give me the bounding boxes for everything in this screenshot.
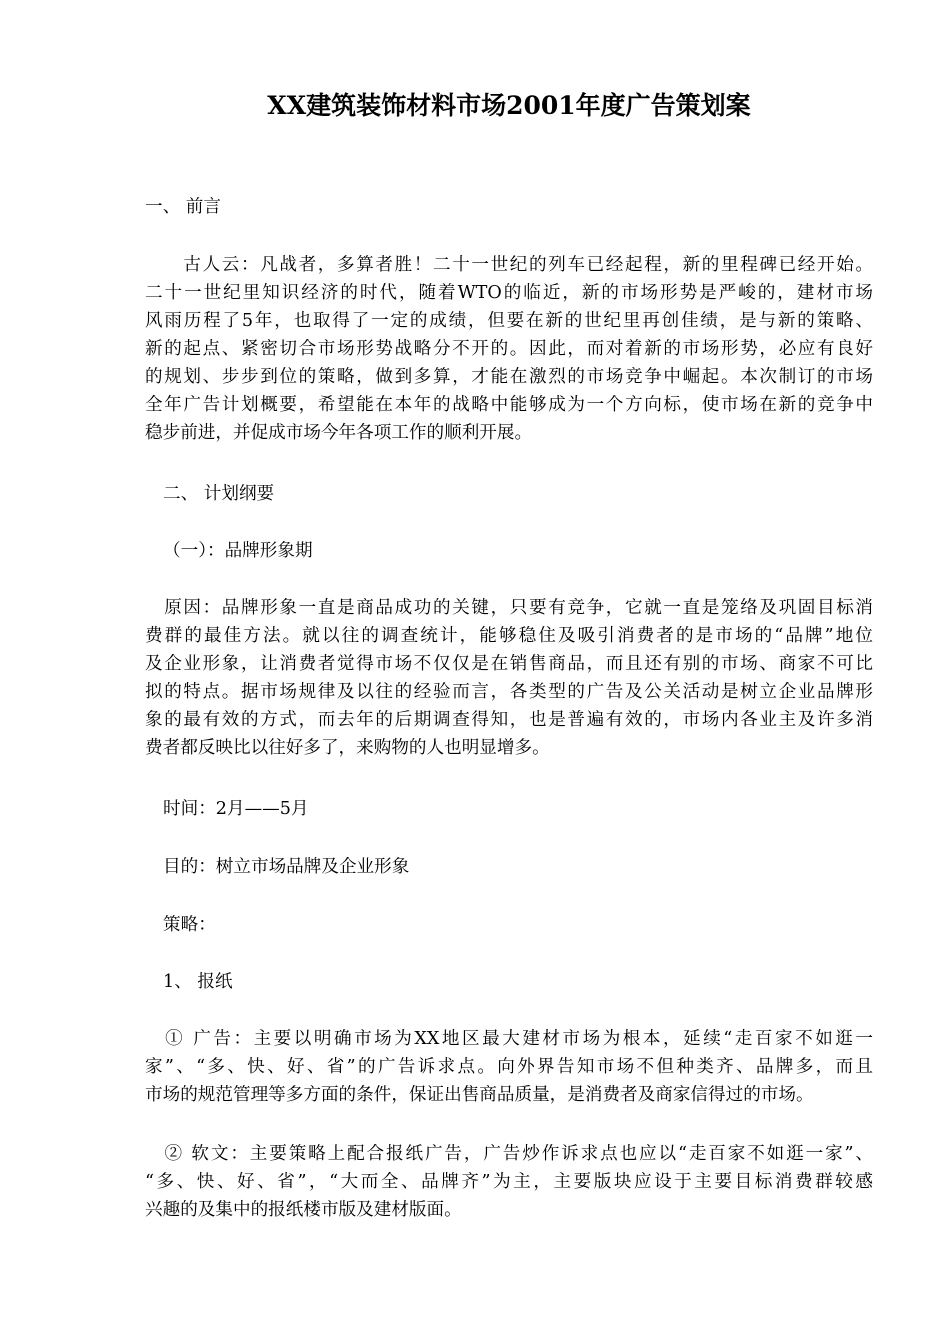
- advertising-paragraph: [145, 1025, 873, 1109]
- item-heading-newspaper: 1、 报纸: [163, 972, 233, 992]
- paragraph-line: 费者都反映比以往好多了，来购物的人也明显增多。: [145, 738, 550, 758]
- preface-paragraph: [145, 251, 873, 447]
- paragraph-line: 及企业形象，让消费者觉得市场不仅仅是在销售商品，而且还有别的市场、商家不可比: [145, 654, 873, 674]
- paragraph-line: 风雨历程了5年，也取得了一定的成绩，但要在新的世纪里再创佳绩，是与新的策略、: [145, 311, 873, 331]
- paragraph-line: 新的起点、紧密切合市场形势战略分不开的。因此，而对着新的市场形势，必应有良好: [145, 339, 873, 359]
- subsection-heading-brand-image: （一）：品牌形象期: [163, 541, 313, 561]
- paragraph-line: 费群的最佳方法。就以往的调查统计，能够稳住及吸引消费者的是市场的“品牌”地位: [145, 626, 873, 646]
- paragraph-line: 古人云：凡战者，多算者胜！二十一世纪的列车已经起程，新的里程碑已经开始。: [145, 255, 873, 275]
- paragraph-line: 市场的规范管理等多方面的条件，保证出售商品质量，是消费者及商家信得过的市场。: [145, 1085, 814, 1105]
- section-heading-outline: 二、 计划纲要: [163, 484, 275, 504]
- section-heading-preface: 一、 前言: [145, 197, 221, 217]
- paragraph-line: ① 广告：主要以明确市场为XX地区最大建材市场为根本，延续“走百家不如逛一: [145, 1029, 873, 1049]
- paragraph-line: “多、快、好、省”，“大而全、品牌齐”为主，主要版块应设于主要目标消费群较感: [145, 1172, 873, 1192]
- paragraph-line: 家”、“多、快、好、省”的广告诉求点。向外界告知市场不但种类齐、品牌多，而且: [145, 1057, 873, 1077]
- paragraph-line: 拟的特点。据市场规律及以往的经验而言，各类型的广告及公关活动是树立企业品牌形: [145, 682, 873, 702]
- paragraph-line: 原因：品牌形象一直是商品成功的关键，只要有竞争，它就一直是笼络及巩固目标消: [145, 598, 873, 618]
- paragraph-line: 象的最有效的方式，而去年的后期调查得知，也是普遍有效的，市场内各业主及许多消: [145, 710, 873, 730]
- paragraph-line: 兴趣的及集中的报纸楼市版及建材版面。: [145, 1200, 462, 1220]
- document-title: XX建筑装饰材料市场2001年度广告策划案: [267, 91, 751, 120]
- paragraph-line: ② 软文：主要策略上配合报纸广告，广告炒作诉求点也应以“走百家不如逛一家”、: [145, 1144, 873, 1164]
- time-line: 时间：2月——5月: [163, 799, 309, 819]
- strategy-line: 策略：: [163, 915, 216, 935]
- paragraph-line: 的规划、步步到位的策略，做到多算，才能在激烈的市场竞争中崛起。本次制订的市场: [145, 367, 873, 387]
- paragraph-line: 稳步前进，并促成市场今年各项工作的顺利开展。: [145, 423, 533, 443]
- soft-article-paragraph: [145, 1140, 873, 1224]
- purpose-line: 目的：树立市场品牌及企业形象: [163, 857, 410, 877]
- paragraph-line: 全年广告计划概要，希望能在本年的战略中能够成为一个方向标，使市场在新的竞争中: [145, 395, 873, 415]
- paragraph-line: 二十一世纪里知识经济的时代，随着WTO的临近，新的市场形势是严峻的，建材市场: [145, 283, 873, 303]
- reason-paragraph: [145, 594, 873, 762]
